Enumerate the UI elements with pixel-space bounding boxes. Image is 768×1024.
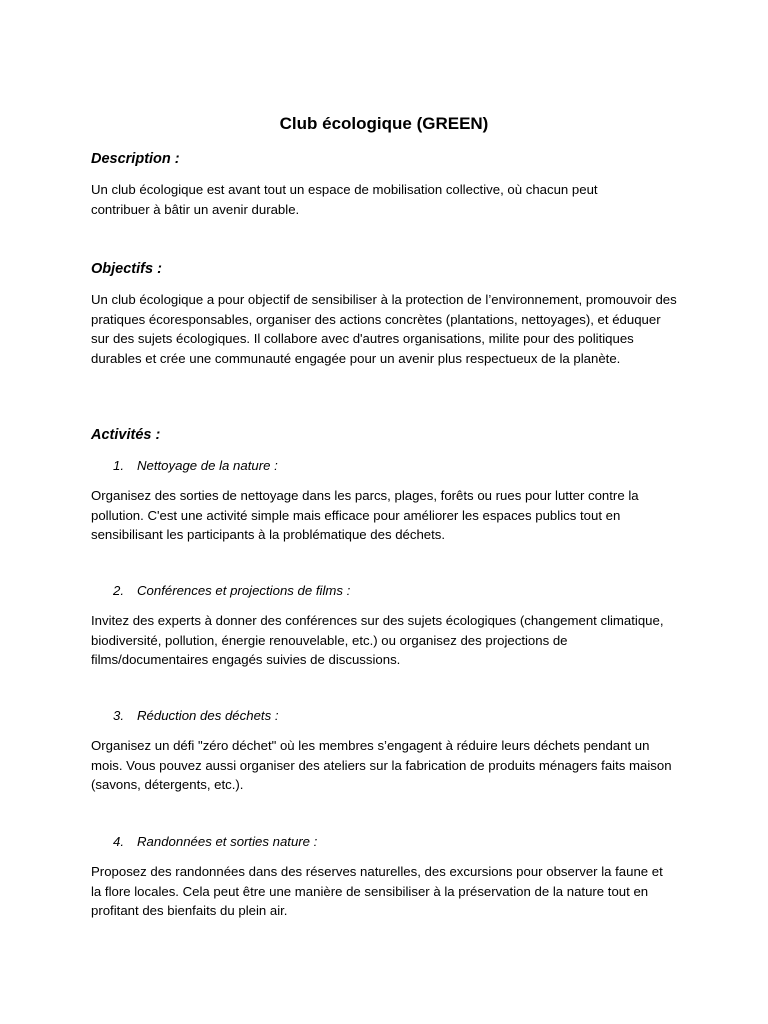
activity-item-4-text: Proposez des randonnées dans des réserves naturelles, des excursions pour observer la faune et la flore locales. Cela peut être une manière de sensibiliser à la préservation de la nature tout en profitant des bienfaits du plein air. (91, 864, 663, 918)
activity-item-4-label: Randonnées et sorties nature : (137, 834, 318, 849)
activity-item-3-number: 3. (113, 708, 124, 723)
activity-item-2-number: 2. (113, 583, 124, 598)
activity-item-3-title (113, 708, 279, 723)
objectives-text: Un club écologique a pour objectif de sensibiliser à la protection de l’environnement, promouvoir des pratiques écoresponsables, organiser des actions concrètes (plantations, nettoyages), et éduquer sur des sujets écologiques. Il collabore avec d'autres organisations, milite pour des politiques durables et crée une communauté engagée pour un avenir plus respectueux de la planète. (91, 292, 677, 366)
activities-heading: Activités : (91, 427, 161, 443)
objectives-heading: Objectifs : (91, 261, 162, 277)
activity-item-4-title (113, 834, 317, 849)
activity-item-2-text: Invitez des experts à donner des conférences sur des sujets écologiques (changement climatique, biodiversité, pollution, énergie renouvelable, etc.) ou organisez des projections de films/documentaires engagés suivies de discussions. (91, 613, 664, 667)
activity-item-1-number: 1. (113, 458, 124, 473)
page-title: Club écologique (GREEN) (279, 114, 489, 133)
activity-item-3-text: Organisez un défi "zéro déchet" où les membres s’engagent à réduire leurs déchets pendant un mois. Vous pouvez aussi organiser des ateliers sur la fabrication de produits ménagers faits maison (savons, détergents, etc.). (91, 738, 672, 792)
activity-item-4-number: 4. (113, 834, 124, 849)
activity-item-2-label: Conférences et projections de films : (137, 583, 351, 598)
activity-item-1-text: Organisez des sorties de nettoyage dans les parcs, plages, forêts ou rues pour lutter contre la pollution. C'est une activité simple mais efficace pour améliorer les espaces publics tout en sensibilisant les participants à la problématique des déchets. (91, 488, 639, 542)
activity-item-1-title (113, 458, 278, 473)
activity-item-2-title (113, 583, 350, 598)
description-heading: Description : (91, 151, 180, 167)
activity-item-3-label: Réduction des déchets : (137, 708, 279, 723)
activity-item-1-label: Nettoyage de la nature : (137, 458, 278, 473)
description-text: Un club écologique est avant tout un espace de mobilisation collective, où chacun peut contribuer à bâtir un avenir durable. (91, 182, 598, 217)
